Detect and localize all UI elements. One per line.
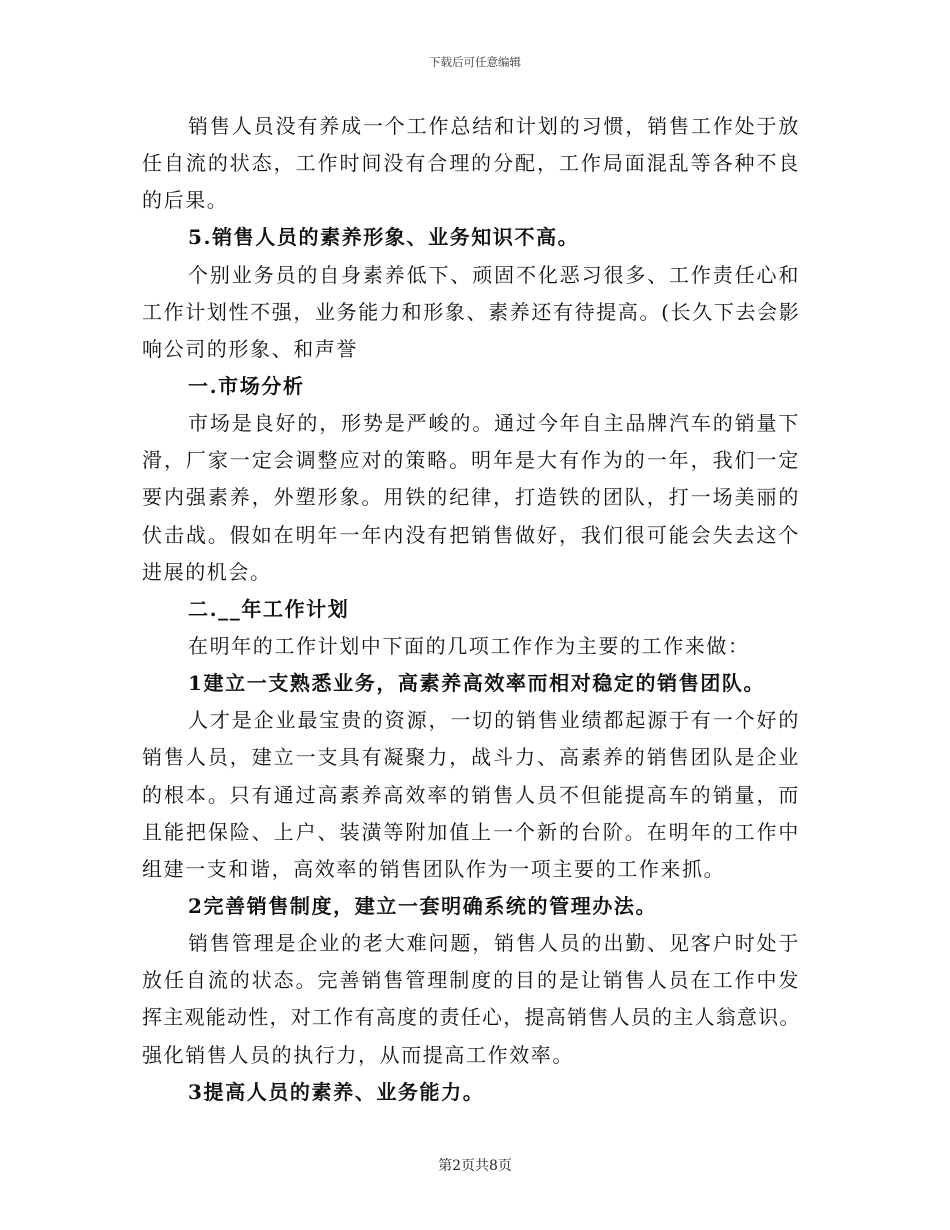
section-heading-5: 5.销售人员的素养形象、业务知识不高。 xyxy=(188,225,580,250)
section-heading-plan: 二.__年工作计划 xyxy=(188,596,350,621)
paragraph-line: 伏击战。假如在明年一年内没有把销售做好，我们很可能会失去这个 xyxy=(142,522,800,547)
paragraph-line: 工作计划性不强，业务能力和形象、素养还有待提高。(长久下去会影 xyxy=(142,299,800,324)
paragraph-line: 要内强素养，外塑形象。用铁的纪律，打造铁的团队，打一场美丽的 xyxy=(142,485,800,510)
paragraph-line: 进展的机会。 xyxy=(142,559,272,584)
paragraph-line: 任自流的状态，工作时间没有合理的分配，工作局面混乱等各种不良 xyxy=(142,151,800,176)
paragraph-line: 强化销售人员的执行力，从而提高工作效率。 xyxy=(142,1042,574,1067)
paragraph-line: 人才是企业最宝贵的资源，一切的销售业绩都起源于有一个好的 xyxy=(188,708,800,733)
paragraph-line: 挥主观能动性，对工作有高度的责任心，提高销售人员的主人翁意识。 xyxy=(142,1005,801,1030)
paragraph-line: 的根本。只有通过高素养高效率的销售人员不但能提高车的销量，而 xyxy=(142,782,800,807)
paragraph-line: 且能把保险、上户、装潢等附加值上一个新的台阶。在明年的工作中 xyxy=(142,819,800,844)
paragraph-habit xyxy=(142,108,800,219)
paragraph-line: 的后果。 xyxy=(142,188,229,213)
paragraph-quality xyxy=(142,257,800,368)
paragraph-line: 滑，厂家一定会调整应对的策略。明年是大有作为的一年，我们一定 xyxy=(142,448,800,473)
paragraph-line: 放任自流的状态。完善销售管理制度的目的是让销售人员在工作中发 xyxy=(142,968,800,993)
page-number-footer: 第2页共8页 xyxy=(438,1158,512,1174)
paragraph-line: 销售管理是企业的老大难问题，销售人员的出勤、见客户时处于 xyxy=(188,931,800,956)
paragraph-line: 响公司的形象、和声誉 xyxy=(142,336,358,361)
paragraph-line: 市场是良好的，形势是严峻的。通过今年自主品牌汽车的销量下 xyxy=(188,411,800,436)
paragraph-plan-intro: 在明年的工作计划中下面的几项工作作为主要的工作来做： xyxy=(188,633,750,658)
page-header-note: 下载后可任意编辑 xyxy=(429,55,521,69)
document-body xyxy=(142,108,800,1111)
paragraph-line: 组建一支和谐，高效率的销售团队作为一项主要的工作来抓。 xyxy=(142,856,726,881)
paragraph-line: 销售人员没有养成一个工作总结和计划的习惯，销售工作处于放 xyxy=(188,114,800,138)
subheading-item-1: 1建立一支熟悉业务，高素养高效率而相对稳定的销售团队。 xyxy=(188,671,766,696)
subheading-item-3: 3提高人员的素养、业务能力。 xyxy=(188,1079,485,1104)
section-heading-market: 一.市场分析 xyxy=(188,373,305,398)
paragraph-item-2 xyxy=(142,925,800,1074)
paragraph-line: 销售人员，建立一支具有凝聚力，战斗力、高素养的销售团队是企业 xyxy=(142,745,800,770)
subheading-item-2: 2完善销售制度，建立一套明确系统的管理办法。 xyxy=(188,893,658,918)
paragraph-line: 个别业务员的自身素养低下、顽固不化恶习很多、工作责任心和 xyxy=(188,262,800,287)
paragraph-item-1 xyxy=(142,702,800,888)
paragraph-market xyxy=(142,405,800,591)
